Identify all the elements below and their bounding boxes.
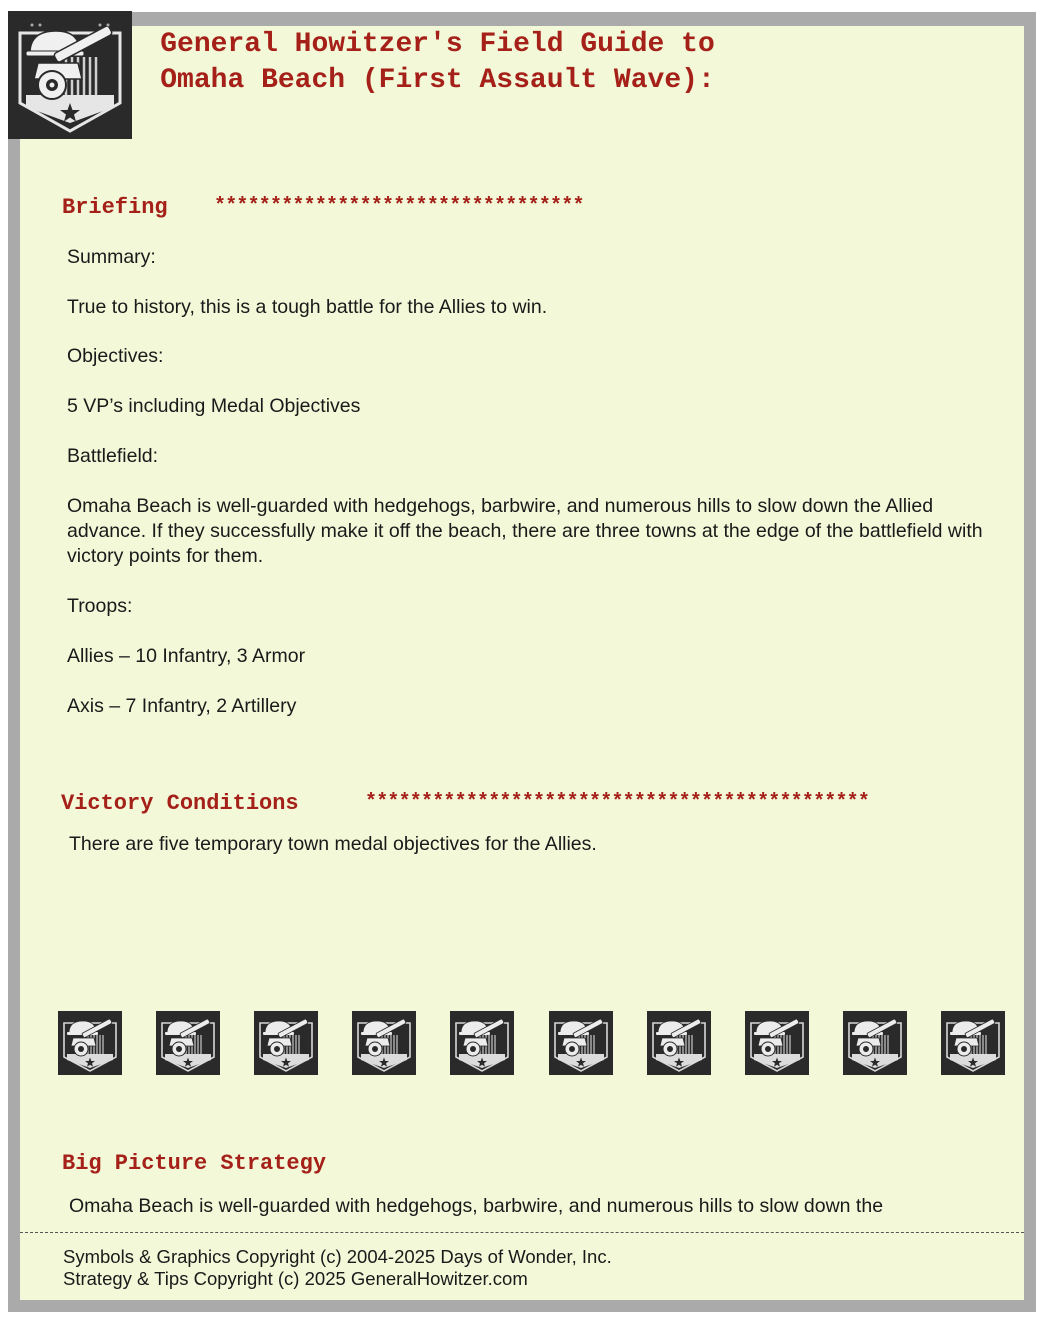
helmet-howitzer-badge-icon — [843, 1011, 907, 1075]
medal-icon-row — [58, 1011, 1010, 1077]
helmet-howitzer-badge-icon — [647, 1011, 711, 1075]
helmet-howitzer-badge-icon — [745, 1011, 809, 1075]
helmet-howitzer-badge-icon — [58, 1011, 122, 1075]
footer-copyright-line2: Strategy & Tips Copyright (c) 2025 GeneralHowitzer.com — [63, 1268, 528, 1289]
briefing-stars-divider: ********************************* — [214, 195, 584, 218]
footer — [63, 1246, 612, 1290]
troops-axis: Axis – 7 Infantry, 2 Artillery — [67, 695, 297, 717]
objectives-text: 5 VP’s including Medal Objectives — [67, 395, 361, 417]
summary-text: True to history, this is a tough battle for the Allies to win. — [67, 296, 548, 318]
helmet-howitzer-badge-icon — [352, 1011, 416, 1075]
victory-stars-divider: ********************************************* — [365, 791, 870, 814]
victory-text: There are five temporary town medal objectives for the Allies. — [69, 833, 597, 855]
troops-label: Troops: — [67, 595, 133, 617]
summary-label: Summary: — [67, 246, 156, 268]
helmet-howitzer-badge-icon — [549, 1011, 613, 1075]
footer-divider — [20, 1232, 1024, 1233]
battlefield-text: Omaha Beach is well-guarded with hedgehogs, barbwire, and numerous hills to slow down the Allied advance. If they successfully make it off the beach, there are three towns at the edge of the battlefield with victory points for them. — [67, 495, 983, 567]
victory-heading: Victory Conditions — [61, 791, 299, 816]
logo — [8, 11, 132, 139]
helmet-howitzer-badge-icon — [8, 11, 132, 139]
objectives-label: Objectives: — [67, 345, 164, 367]
strategy-text: Omaha Beach is well-guarded with hedgehogs, barbwire, and numerous hills to slow down the — [69, 1195, 884, 1217]
helmet-howitzer-badge-icon — [450, 1011, 514, 1075]
briefing-heading: Briefing — [62, 195, 168, 220]
strategy-heading: Big Picture Strategy — [62, 1151, 327, 1176]
page-title: General Howitzer's Field Guide to Omaha Beach (First Assault Wave): — [160, 29, 715, 96]
troops-allies: Allies – 10 Infantry, 3 Armor — [67, 645, 306, 667]
helmet-howitzer-badge-icon — [254, 1011, 318, 1075]
helmet-howitzer-badge-icon — [941, 1011, 1005, 1075]
battlefield-label: Battlefield: — [67, 445, 159, 467]
footer-copyright-line1: Symbols & Graphics Copyright (c) 2004-2025 Days of Wonder, Inc. — [63, 1246, 612, 1267]
page-left-border — [8, 26, 20, 1300]
helmet-howitzer-badge-icon — [156, 1011, 220, 1075]
